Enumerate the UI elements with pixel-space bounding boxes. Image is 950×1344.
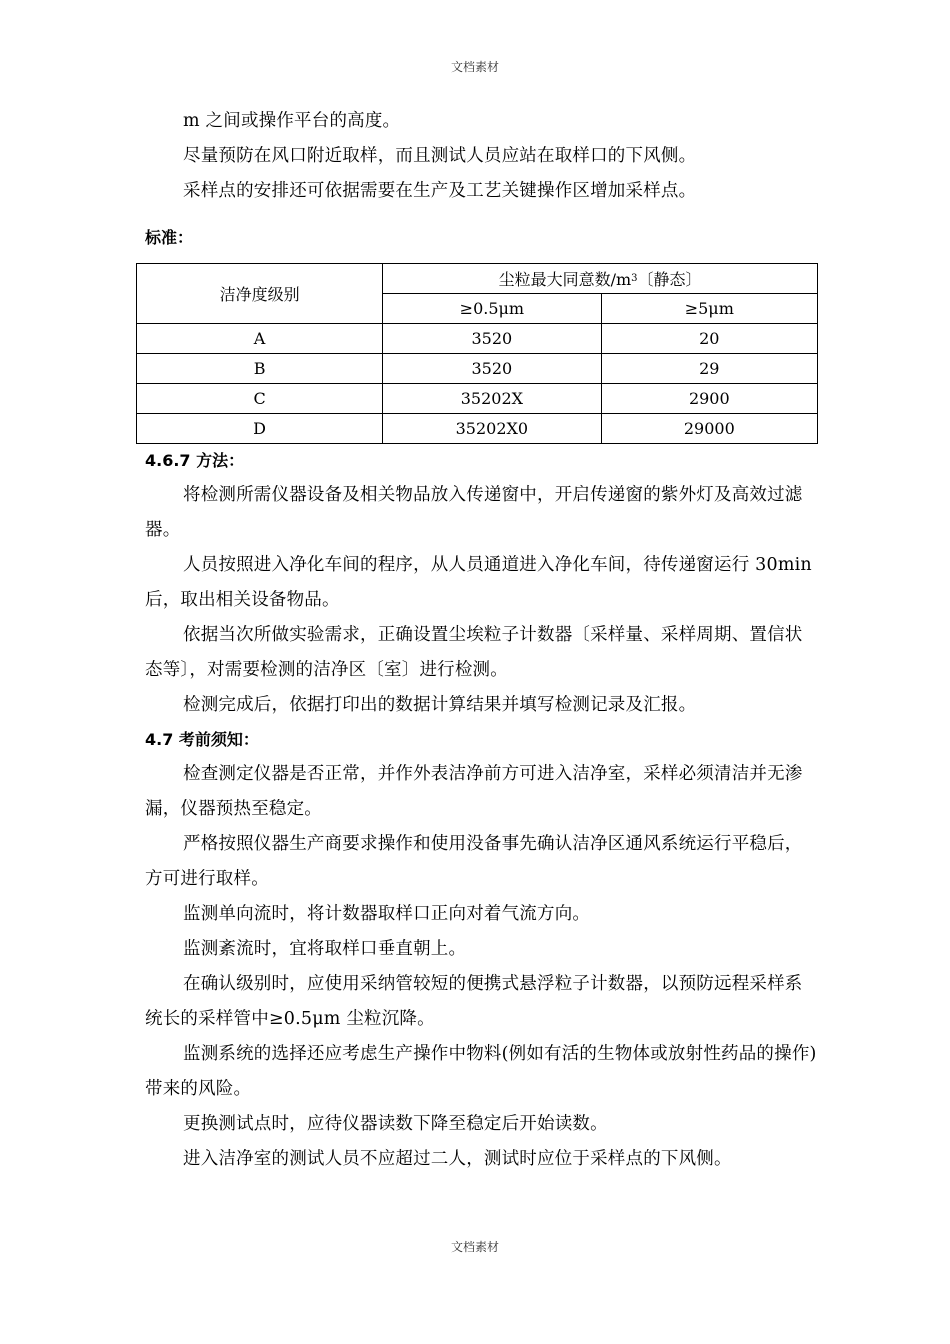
page-header: 文档素材: [450, 60, 499, 74]
notes-paragraph: 监测系统的选择还应考虑生产操作中物料(例如有活的生物体或放射性药品的操作)带来的风险。: [145, 1044, 817, 1099]
notes-paragraph: 更换测试点时，应待仪器读数下降至稳定后开始读数。: [183, 1114, 608, 1134]
method-paragraph: 检测完成后，依据打印出的数据计算结果并填写检测记录及汇报。: [183, 695, 697, 715]
value-5um-cell: 2900: [601, 384, 817, 414]
group-header-suffix: 〔静态〕: [637, 270, 702, 289]
notes-paragraph: 在确认级别时，应使用采纳管较短的便携式悬浮粒子计数器，以预防远程采样系统长的采样管中≥0.5μm 尘粒沉降。: [145, 974, 803, 1029]
intro-paragraph: m 之间或操作平台的高度。: [183, 111, 401, 131]
page-footer: 文档素材: [450, 1240, 499, 1254]
cleanliness-standard-table: [136, 263, 818, 444]
notes-paragraph: 监测单向流时，将计数器取样口正向对着气流方向。: [183, 904, 591, 924]
intro-paragraph: 尽量预防在风口附近取样，而且测试人员应站在取样口的下风侧。: [183, 146, 697, 166]
grade-column-header: 洁净度级别: [137, 264, 383, 324]
table-row: [137, 384, 818, 414]
value-5um-cell: 29: [601, 354, 817, 384]
notes-paragraph: 监测紊流时，宜将取样口垂直朝上。: [183, 939, 467, 959]
value-0-5um-cell: 3520: [383, 354, 601, 384]
method-heading: 4.6.7 方法：: [145, 451, 245, 470]
intro-paragraph: 采样点的安排还可依据需要在生产及工艺关键操作区增加采样点。: [183, 181, 697, 201]
table-header-row: [137, 264, 818, 294]
method-paragraph: 将检测所需仪器设备及相关物品放入传递窗中，开启传递窗的紫外灯及高效过滤器。: [145, 485, 803, 540]
subheader-0-5um: ≥0.5μm: [383, 294, 601, 324]
table-row: [137, 354, 818, 384]
grade-cell: A: [137, 324, 383, 354]
notes-paragraph: 进入洁净室的测试人员不应超过二人，测试时应位于采样点的下风侧。: [183, 1149, 732, 1169]
group-header-prefix: 尘粒最大同意数/m: [498, 270, 632, 289]
table-row: [137, 414, 818, 444]
notes-paragraph: 检查测定仪器是否正常，并作外表洁净前方可进入洁净室，采样必须清洁并无渗漏，仪器预热至稳定。: [145, 764, 803, 819]
standard-heading: 标准：: [145, 228, 194, 247]
value-5um-cell: 20: [601, 324, 817, 354]
method-paragraph: 人员按照进入净化车间的程序，从人员通道进入净化车间，待传递窗运行 30min 后，取出相关设备物品。: [145, 555, 812, 610]
notes-paragraph: 严格按照仪器生产商要求操作和使用没备事先确认洁净区通风系统运行平稳后，方可进行取样。: [145, 834, 803, 889]
subheader-5um: ≥5μm: [601, 294, 817, 324]
value-5um-cell: 29000: [601, 414, 817, 444]
value-0-5um-cell: 35202X: [383, 384, 601, 414]
document-body: [145, 104, 817, 1177]
value-0-5um-cell: 3520: [383, 324, 601, 354]
value-0-5um-cell: 35202X0: [383, 414, 601, 444]
table-row: [137, 324, 818, 354]
grade-cell: C: [137, 384, 383, 414]
particle-limit-group-header: [383, 264, 818, 294]
grade-cell: D: [137, 414, 383, 444]
notes-heading: 4.7 考前须知：: [145, 730, 259, 749]
method-paragraph: 依据当次所做实验需求，正确设置尘埃粒子计数器〔采样量、采样周期、置信状态等〕，对需要检测的洁净区〔室〕进行检测。: [145, 625, 803, 680]
group-header-superscript: 3: [631, 273, 638, 284]
grade-cell: B: [137, 354, 383, 384]
